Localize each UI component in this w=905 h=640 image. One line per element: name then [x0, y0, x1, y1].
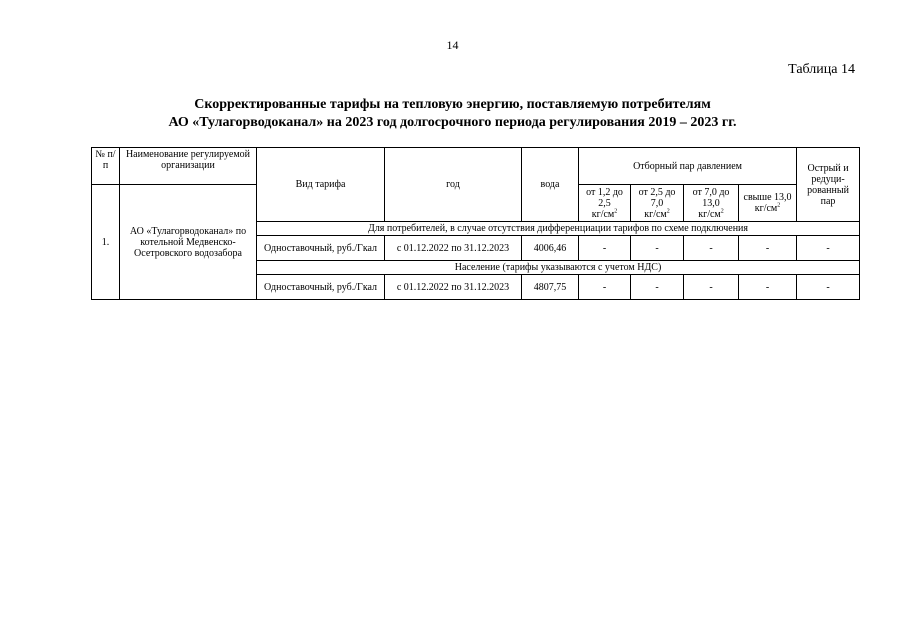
row-org: АО «Тулагорводоканал» по котельной Медвенско-Осетровского водозабора: [120, 185, 257, 300]
section-2-water: 4807,75: [522, 275, 579, 300]
header-org: Наименование регулируемой организации: [120, 148, 257, 185]
header-water: вода: [522, 148, 579, 222]
section-1-period: с 01.12.2022 по 31.12.2023: [385, 236, 522, 261]
section-2-p2: -: [631, 275, 684, 300]
page-number: 14: [446, 38, 459, 52]
header-sharp-steam: Острый и редуци-рованный пар: [797, 148, 860, 222]
header-pressure-4: свыше 13,0 $кг/см^2$: [739, 185, 797, 222]
header-tariff-type: Вид тарифа: [257, 148, 385, 222]
section-1-p1: -: [579, 236, 631, 261]
section-1-sharp: -: [797, 236, 860, 261]
header-pressure-1: от 1,2 до 2,5 $кг/см^2$: [579, 185, 631, 222]
title-line-2: АО «Тулагорводоканал» на 2023 год долгосрочного периода регулирования 2019 – 2023 гг.: [168, 115, 737, 130]
table-label: Таблица 14: [788, 62, 855, 77]
header-num: № п/п: [92, 148, 120, 185]
document-title: [0, 96, 905, 132]
header-steam-group: Отборный пар давлением: [579, 148, 797, 185]
section-2-period: с 01.12.2022 по 31.12.2023: [385, 275, 522, 300]
header-pressure-3: от 7,0 до 13,0 $кг/см^2$: [684, 185, 739, 222]
section-1-tariff-type: Одноставочный, руб./Гкал: [257, 236, 385, 261]
section-2-p1: -: [579, 275, 631, 300]
section-2-sharp: -: [797, 275, 860, 300]
title-line-1: Скорректированные тарифы на тепловую энергию, поставляемую потребителям: [194, 97, 711, 112]
section-1-p2: -: [631, 236, 684, 261]
row-num: 1.: [92, 185, 120, 300]
header-year: год: [385, 148, 522, 222]
section-1-title: Для потребителей, в случае отсутствия дифференциации тарифов по схеме подключения: [257, 222, 860, 236]
section-1-p4: -: [739, 236, 797, 261]
section-2-p3: -: [684, 275, 739, 300]
section-2-p4: -: [739, 275, 797, 300]
header-pressure-2: от 2,5 до 7,0 $кг/см^2$: [631, 185, 684, 222]
section-1-p3: -: [684, 236, 739, 261]
section-1-water: 4006,46: [522, 236, 579, 261]
section-2-tariff-type: Одноставочный, руб./Гкал: [257, 275, 385, 300]
tariff-table: [91, 147, 860, 300]
section-2-title: Население (тарифы указываются с учетом НДС): [257, 261, 860, 275]
